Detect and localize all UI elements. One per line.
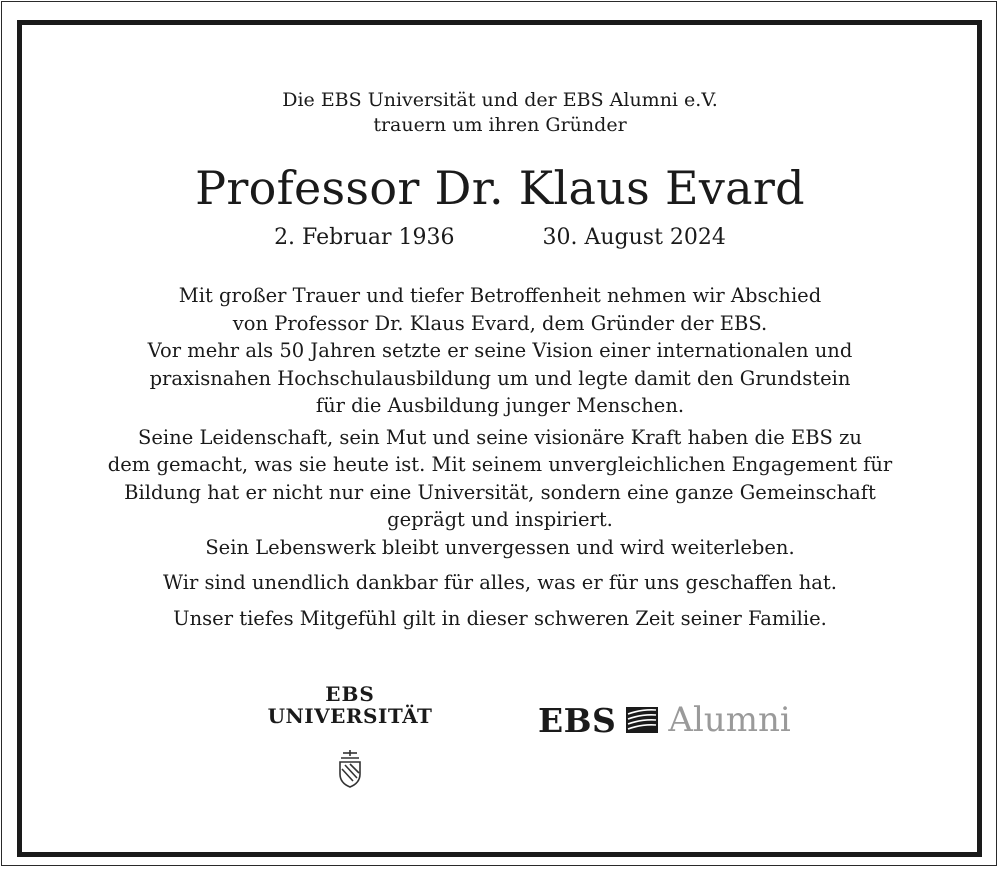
text-line: Bildung hat er nicht nur eine Universität, sondern eine ganze Gemeinschaft: [124, 480, 876, 504]
ebs-stripes-icon: [626, 707, 658, 733]
intro-line-2: trauern um ihren Gründer: [373, 114, 627, 136]
text-line: Seine Leidenschaft, sein Mut und seine visionäre Kraft haben die EBS zu: [138, 425, 862, 449]
text-line: Vor mehr als 50 Jahren setzte er seine Vision einer internationalen und: [147, 339, 853, 362]
intro-text: [0, 88, 1000, 138]
text-line: dem gemacht, was sie heute ist. Mit seinem unvergleichlichen Engagement für: [107, 453, 893, 476]
text-line: praxisnahen Hochschulausbildung um und legte damit den Grundstein: [149, 366, 851, 390]
text-line: für die Ausbildung junger Menschen.: [315, 394, 685, 417]
shield-crest-icon: [337, 749, 363, 789]
ebs-universitaet-logo: [262, 683, 438, 789]
text-line: Mit großer Trauer und tiefer Betroffenheit nehmen wir Abschied: [178, 284, 822, 307]
text-line: Sein Lebenswerk bleibt unvergessen und wird weiterleben.: [205, 535, 795, 559]
birth-date: 2. Februar 1936: [274, 225, 455, 250]
paragraph-2: [0, 424, 1000, 562]
paragraph-4: Unser tiefes Mitgefühl gilt in dieser schweren Zeit seiner Familie.: [173, 606, 827, 630]
logo-uni-line-2: UNIVERSITÄT: [267, 704, 433, 728]
text-line: geprägt und inspiriert.: [387, 508, 613, 531]
death-date: 30. August 2024: [542, 225, 726, 250]
life-dates: [0, 224, 1000, 252]
alumni-logo-word: Alumni: [668, 700, 791, 740]
logo-uni-line-1: EBS: [325, 682, 375, 706]
ebs-alumni-logo: [538, 700, 791, 740]
paragraph-1: [0, 282, 1000, 420]
alumni-logo-ebs: EBS: [538, 700, 617, 740]
paragraph-3: Wir sind unendlich dankbar für alles, was er für uns geschaffen hat.: [163, 571, 837, 594]
deceased-name: Professor Dr. Klaus Evard: [195, 161, 805, 215]
obituary-body: [0, 282, 1000, 632]
intro-line-1: Die EBS Universität und der EBS Alumni e.V.: [282, 89, 718, 111]
text-line: von Professor Dr. Klaus Evard, dem Gründer der EBS.: [232, 311, 768, 335]
